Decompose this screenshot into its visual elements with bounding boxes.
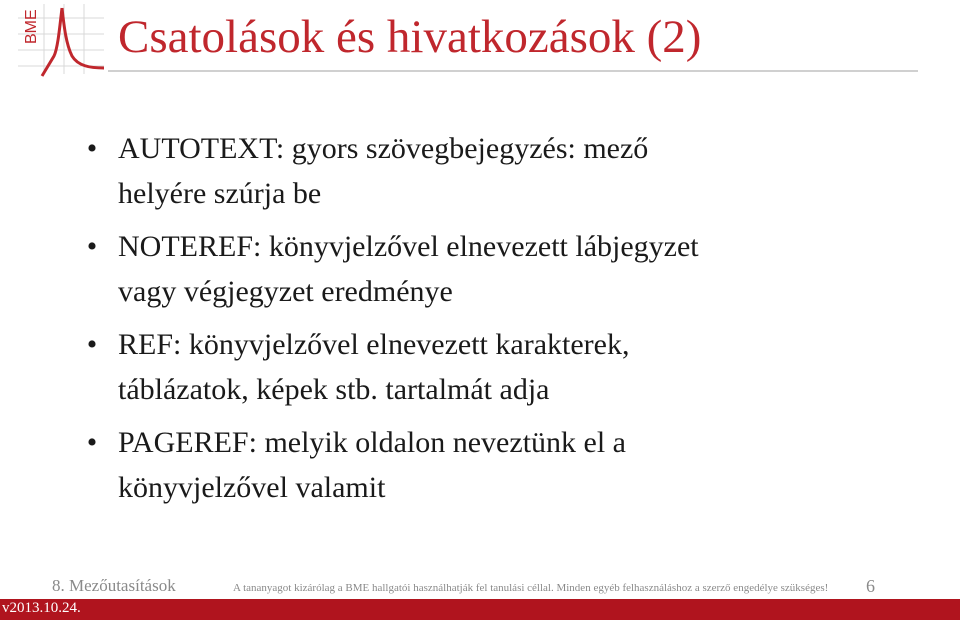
bullet-icon: • bbox=[86, 132, 98, 165]
list-item bbox=[82, 126, 882, 216]
bullet-line: AUTOTEXT: gyors szövegbejegyzés: mező bbox=[118, 132, 649, 165]
bullet-list bbox=[82, 126, 882, 518]
bullet-line: táblázatok, képek stb. tartalmát adja bbox=[118, 373, 550, 406]
bme-logo-icon bbox=[14, 4, 106, 80]
title-divider bbox=[108, 70, 918, 72]
bullet-line: vagy végjegyzet eredménye bbox=[118, 275, 453, 308]
bullet-line: REF: könyvjelzővel elnevezett karakterek, bbox=[118, 328, 630, 361]
list-item bbox=[82, 322, 882, 412]
bullet-line: könyvjelzővel valamit bbox=[118, 471, 386, 504]
bullet-icon: • bbox=[86, 426, 98, 459]
bottom-bar bbox=[0, 599, 960, 620]
list-item bbox=[82, 420, 882, 510]
logo-text: BME bbox=[23, 9, 40, 44]
footer-notice: A tananyagot kizárólag a BME hallgatói használhatják fel tanulási céllal. Minden egyéb felhasználáshoz a szerző engedélye szükséges! bbox=[233, 582, 829, 594]
list-item bbox=[82, 224, 882, 314]
bullet-icon: • bbox=[86, 328, 98, 361]
bullet-line: helyére szúrja be bbox=[118, 177, 322, 210]
page-title: Csatolások és hivatkozások (2) bbox=[118, 11, 702, 63]
footer-section: 8. Mezőutasítások bbox=[52, 576, 176, 595]
bullet-icon: • bbox=[86, 230, 98, 263]
version-label: v2013.10.24. bbox=[2, 600, 81, 616]
page-number: 6 bbox=[866, 576, 875, 596]
bullet-line: NOTEREF: könyvjelzővel elnevezett lábjegyzet bbox=[118, 230, 699, 263]
bullet-line: PAGEREF: melyik oldalon neveztünk el a bbox=[118, 426, 626, 459]
